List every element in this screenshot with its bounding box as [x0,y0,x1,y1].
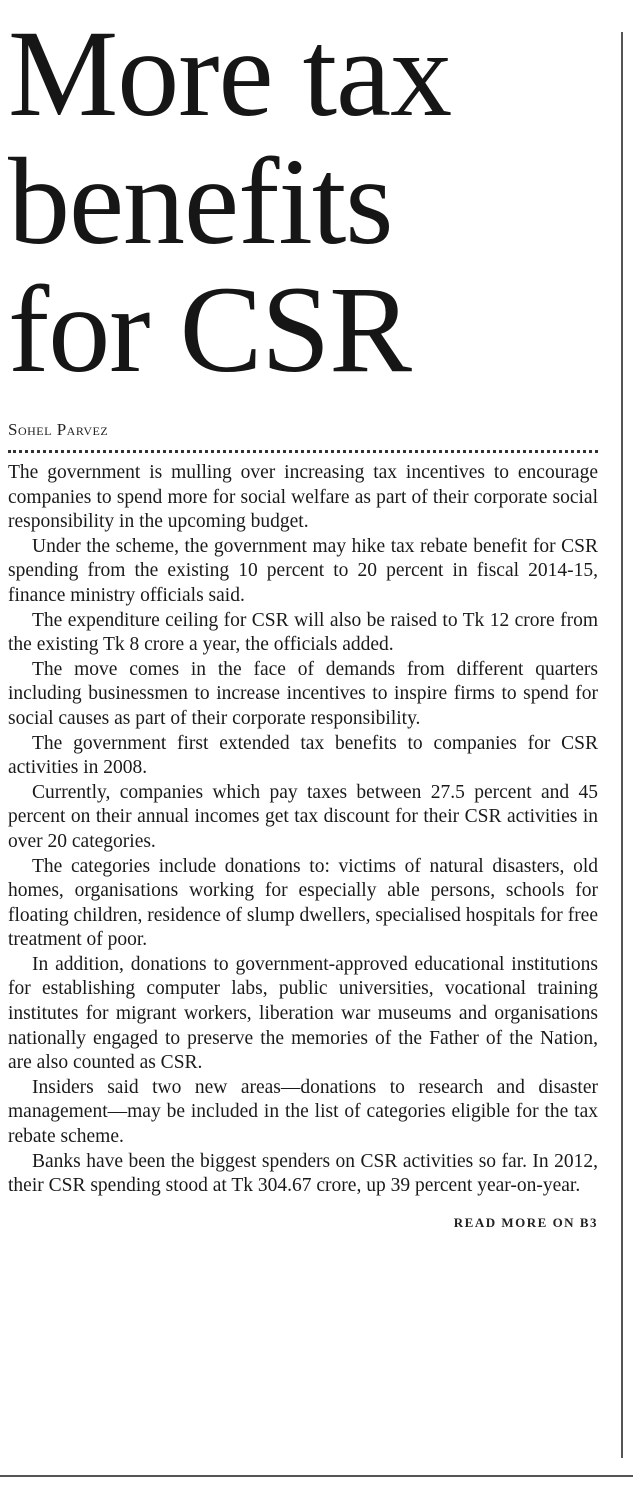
paragraph-8: In addition, donations to government-approved educational institutions for establishing computer labs, public universities, vocational training institutes for migrant workers, liberation war museums and organisations nationally engaged to preserve the memories of the Father of the Nation, are also counted as CSR. [8,953,598,1074]
paragraph-4: The move comes in the face of demands from different quarters including businessmen to increase incentives to inspire firms to spend for social causes as part of their corporate responsibility. [8,658,598,729]
headline-line-3: for CSR [8,261,411,398]
headline-line-2: benefits [8,133,393,270]
paragraph-1: The government is mulling over increasing tax incentives to encourage companies to spend more for social welfare as part of their corporate social responsibility in the upcoming budget. [8,462,598,533]
paragraph-10: Banks have been the biggest spenders on CSR activities so far. In 2012, their CSR spending stood at Tk 304.67 crore, up 39 percent year-on-year. [8,1150,598,1197]
paragraph-6: Currently, companies which pay taxes between 27.5 percent and 45 percent on their annual incomes get tax discount for their CSR activities in over 20 categories. [8,781,598,852]
paragraph-9: Insiders said two new areas—donations to research and disaster management—may be included in the list of categories eligible for the tax rebate scheme. [8,1076,598,1148]
headline-line-1: More tax [8,5,452,142]
read-more-link[interactable]: READ MORE ON B3 [453,1214,598,1230]
column-divider-horizontal [0,1475,633,1477]
column-divider-vertical [621,32,623,1458]
paragraph-7: The categories include donations to: victims of natural disasters, old homes, organisations working for especially able persons, schools for floating children, residence of slump dwellers, specialised hospitals for free treatment of poor. [8,855,598,951]
article-body [8,461,598,1199]
paragraph-2: Under the scheme, the government may hike tax rebate benefit for CSR spending from the existing 10 percent to 20 percent in fiscal 2014-15, finance ministry officials said. [8,535,598,606]
byline: Sohel Parvez [8,420,109,439]
headline [8,5,598,398]
dotted-divider [8,450,598,453]
paragraph-3: The expenditure ceiling for CSR will also be raised to Tk 12 crore from the existing Tk 8 crore a year, the officials added. [8,609,598,656]
article [8,0,598,1231]
paragraph-5: The government first extended tax benefits to companies for CSR activities in 2008. [8,732,598,779]
